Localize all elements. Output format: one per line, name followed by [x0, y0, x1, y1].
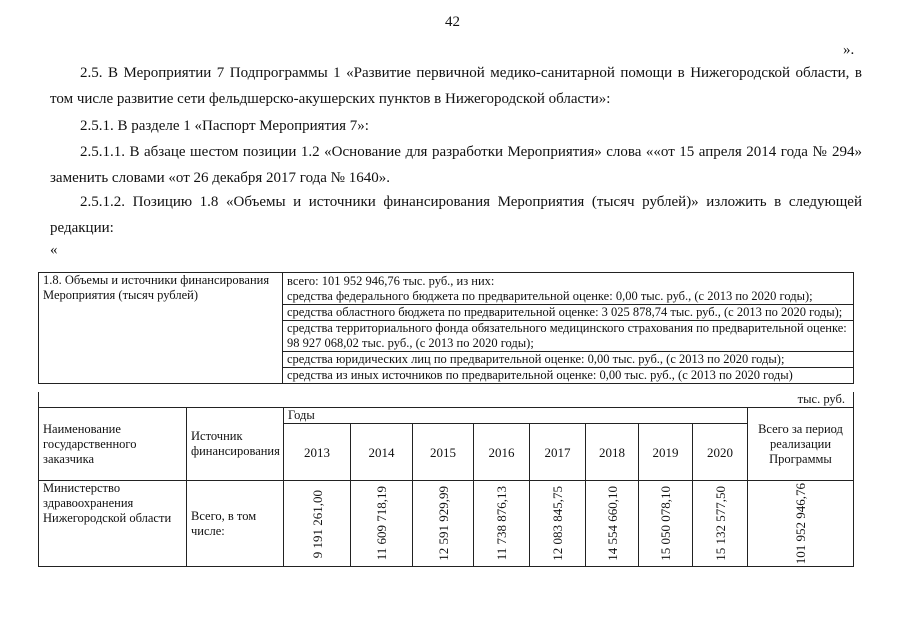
- source-column-header: Источник финансирования: [187, 408, 284, 481]
- year-header-2013: 2013: [284, 424, 351, 481]
- funding-other-line: средства из иных источников по предварительной оценке: 0,00 тыс. руб., (с 2013 по 2020 годы): [287, 368, 793, 382]
- year-header-2018: 2018: [586, 424, 639, 481]
- source-value: Всего, в том числе:: [187, 481, 284, 567]
- year-header-2020: 2020: [693, 424, 748, 481]
- value-total: 101 952 946,76: [793, 483, 808, 565]
- paragraph-2-5-1-2: 2.5.1.2. Позицию 1.8 «Объемы и источники финансирования Мероприятия (тысяч рублей)» изложить в следующей редакции:: [50, 194, 862, 236]
- year-header-2017: 2017: [530, 424, 586, 481]
- funding-position-label: 1.8. Объемы и источники финансирования Мероприятия (тысяч рублей): [39, 273, 283, 384]
- value-2014: 11 609 718,19: [374, 486, 389, 561]
- funding-federal-line: средства федерального бюджета по предварительной оценке: 0,00 тыс. руб., (с 2013 по 2020 годы);: [283, 289, 853, 305]
- funding-total-line: всего: 101 952 946,76 тыс. руб., из них:: [287, 274, 495, 288]
- year-header-2019: 2019: [639, 424, 693, 481]
- customer-name: Министерство здравоохранения Нижегородской области: [39, 481, 187, 567]
- funding-regional-line: средства областного бюджета по предварительной оценке: 3 025 878,74 тыс. руб., (с 2013 по 2020 годы);: [283, 305, 853, 321]
- year-header-2014: 2014: [351, 424, 413, 481]
- paragraph-2-5-1: 2.5.1. В разделе 1 «Паспорт Мероприятия 7»:: [80, 118, 369, 134]
- funding-legal-entities-line: средства юридических лиц по предварительной оценке: 0,00 тыс. руб., (с 2013 по 2020 годы);: [283, 352, 853, 368]
- funding-oms-line: средства территориального фонда обязательного медицинского страхования по предварительной оценке: 98 927 068,02 тыс. руб., (с 2013 по 2020 годы);: [283, 321, 853, 352]
- opening-quote-mark: «: [50, 242, 58, 258]
- units-label: тыс. руб.: [39, 392, 854, 408]
- year-header-2015: 2015: [413, 424, 474, 481]
- funding-sources-cell: [283, 273, 854, 384]
- paragraph-2-5-1-1: 2.5.1.1. В абзаце шестом позиции 1.2 «Основание для разработки Мероприятия» слова ««от 15 апреля 2014 года № 294» заменить словами «от 26 декабря 2017 года № 1640».: [50, 144, 862, 186]
- years-header: Годы: [284, 408, 748, 424]
- paragraph-2-5: 2.5. В Мероприятии 7 Подпрограммы 1 «Развитие первичной медико-санитарной помощи в Нижегородской области, в том числе развитие сети фельдшерско-акушерских пунктов в Нижегородской области»:: [50, 65, 862, 107]
- page-number: 42: [445, 14, 460, 30]
- value-2019: 15 050 078,10: [658, 486, 673, 561]
- value-2015: 12 591 929,99: [435, 486, 451, 561]
- value-2018: 14 554 660,10: [604, 486, 620, 561]
- budget-by-years-table: [38, 392, 854, 567]
- value-2016: 11 738 876,13: [494, 486, 509, 561]
- customer-column-header: Наименование государственного заказчика: [39, 408, 187, 481]
- value-2020: 15 132 577,50: [712, 486, 728, 561]
- closing-quote-mark: ».: [843, 42, 855, 58]
- value-2013: 9 191 261,00: [309, 489, 325, 558]
- funding-sources-table: [38, 272, 854, 384]
- total-column-header: Всего за период реализации Программы: [748, 408, 854, 481]
- table-row: [39, 481, 854, 567]
- value-2017: 12 083 845,75: [550, 486, 565, 561]
- year-header-2016: 2016: [474, 424, 530, 481]
